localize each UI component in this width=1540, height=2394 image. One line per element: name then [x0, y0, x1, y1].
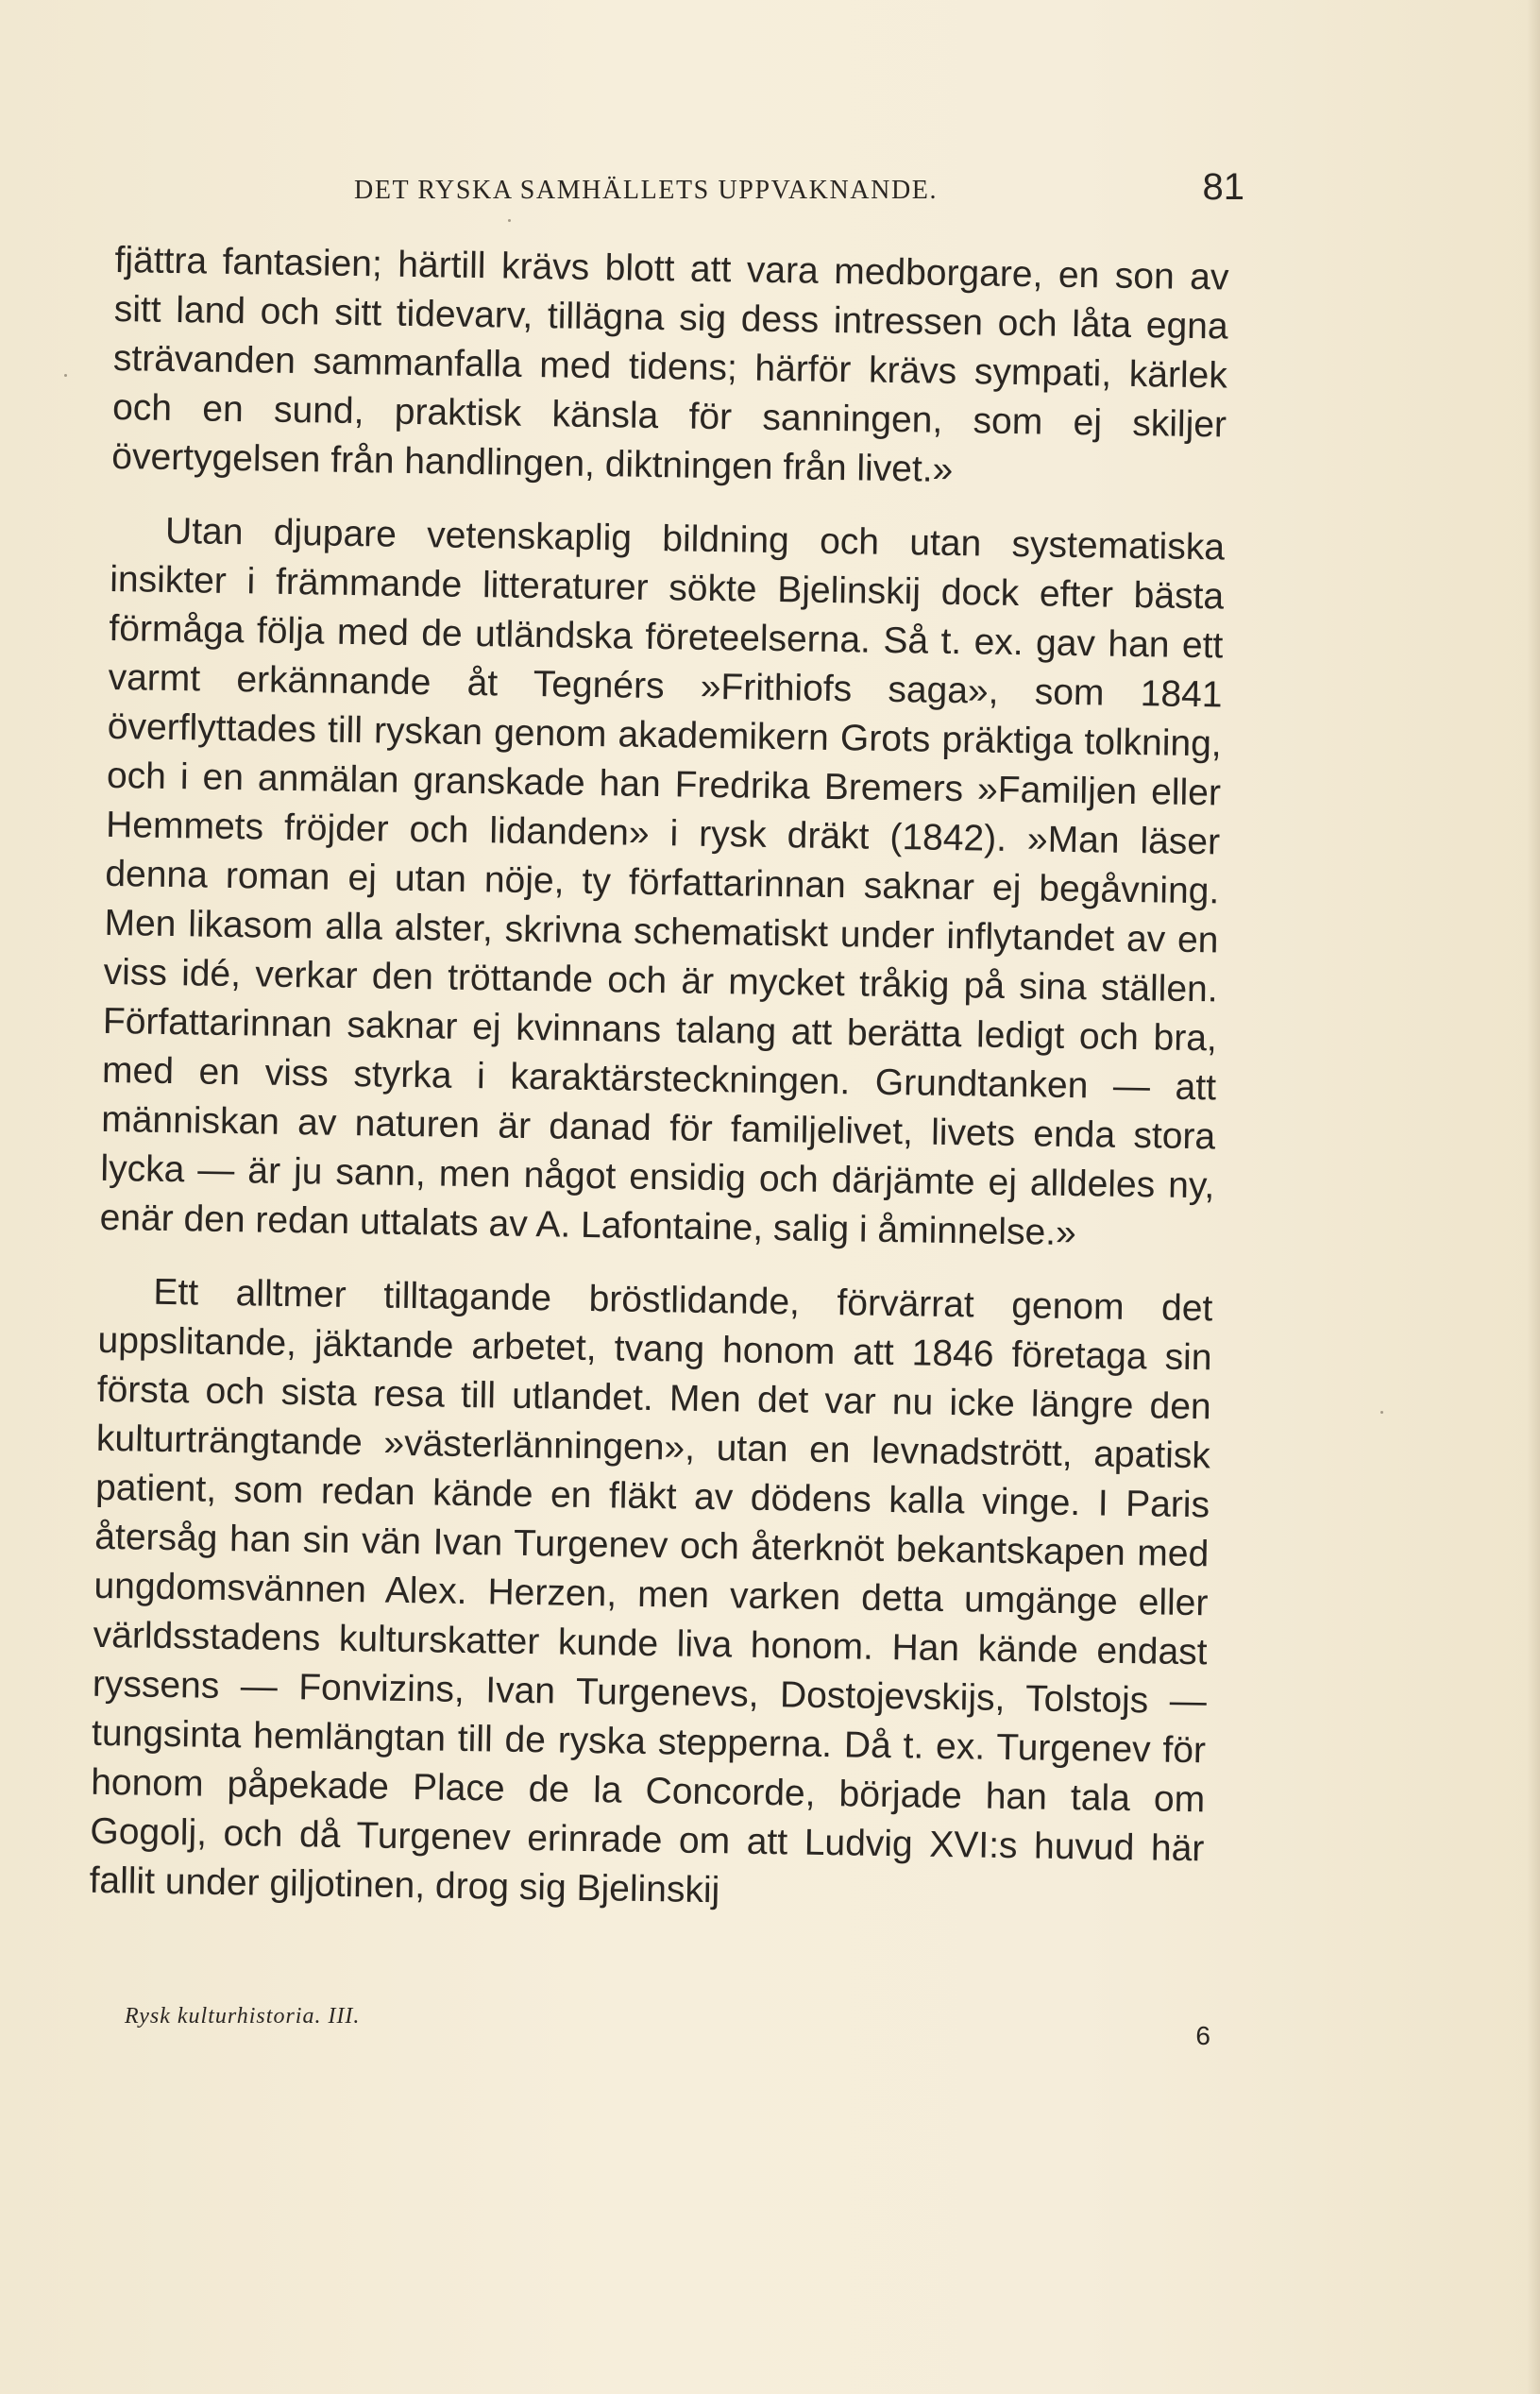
body-text [89, 236, 1229, 1923]
signature-mark: Rysk kulturhistoria. III. [125, 2004, 361, 2029]
paper-speck [1380, 1411, 1383, 1414]
page-number: 81 [1202, 166, 1244, 208]
paragraph-1: fjättra fantasien; härtill krävs blott att vara medborgare, en son av sitt land och sitt tidevarv, tillägna sig dess intressen och låta egna strävanden sammanfalla med tidens; härför krävs sympati, kärlek och en sund, praktisk känsla för sanningen, som ej skiljer övertygelsen från handlingen, diktningen från livet.» [110, 239, 1229, 490]
paragraph-3: Ett alltmer tilltagande bröstlidande, förvärrat genom det uppslitande, jäktande arbetet, tvang honom att 1846 företaga sin första och sista resa till utlandet. Men det var nu icke längre den kulturträngtande »västerlänningen», utan en levnadstrött, apatisk patient, som redan kände en fläkt av dödens kalla vinge. I Paris återsåg han sin vän Ivan Turgenev och återknöt bekantskapen med ungdomsvännen Alex. Herzen, men varken detta umgänge eller världsstadens kulturskatter kunde liva honom. Han kände endast ryssens — Fonvizins, Ivan Turgenevs, Dostojevskijs, Tolstojs — tungsinta hemlängtan till de ryska stepperna. Då t. ex. Turgenev för honom påpekade Place de la Concorde, började han tala om Gogolj, och då Turgenev erinrade om att Ludvig XVI:s huvud här fallit under giljotinen, drog sig Bjelinskij [89, 1271, 1213, 1911]
running-title: DET RYSKA SAMHÄLLETS UPPVAKNANDE. [354, 176, 939, 205]
paper-speck [508, 219, 511, 222]
page-edge-shadow [1527, 0, 1540, 2394]
sheet-number: 6 [1195, 2021, 1210, 2050]
paper-speck [64, 374, 67, 377]
page-footer [125, 2004, 1210, 2061]
paragraph-2: Utan djupare vetenskaplig bildning och utan systematiska insikter i främmande litteraturer sökte Bjelinskij dock efter bästa förmåga följa med de utländska företeelserna. Så t. ex. gav han ett varmt erkännande åt Tegnérs »Frithiofs saga», som 1841 överflyttades till ryskan genom akademikern Grots präktiga tolkning, och i en anmälan granskade han Fredrika Bremers »Familjen eller Hemmets fröjder och lidanden» i rysk dräkt (1842). »Man läser denna roman ej utan nöje, ty författarinnan saknar ej begåvning. Men likasom alla alster, skrivna schematiskt under inflytandet av en viss idé, verkar den tröttande och är mycket tråkig på sina ställen. Författarinnan saknar ej kvinnans talang att berätta ledigt och bra, med en viss styrka i karaktärsteckningen. Grundtanken — att människan av naturen är danad för familjelivet, livets enda stora lycka — är ju sann, men något ensidig och därjämte ej alldeles ny, enär den redan uttalats av A. Lafontaine, salig i åminnelse.» [99, 510, 1226, 1254]
page-header [113, 159, 1244, 215]
